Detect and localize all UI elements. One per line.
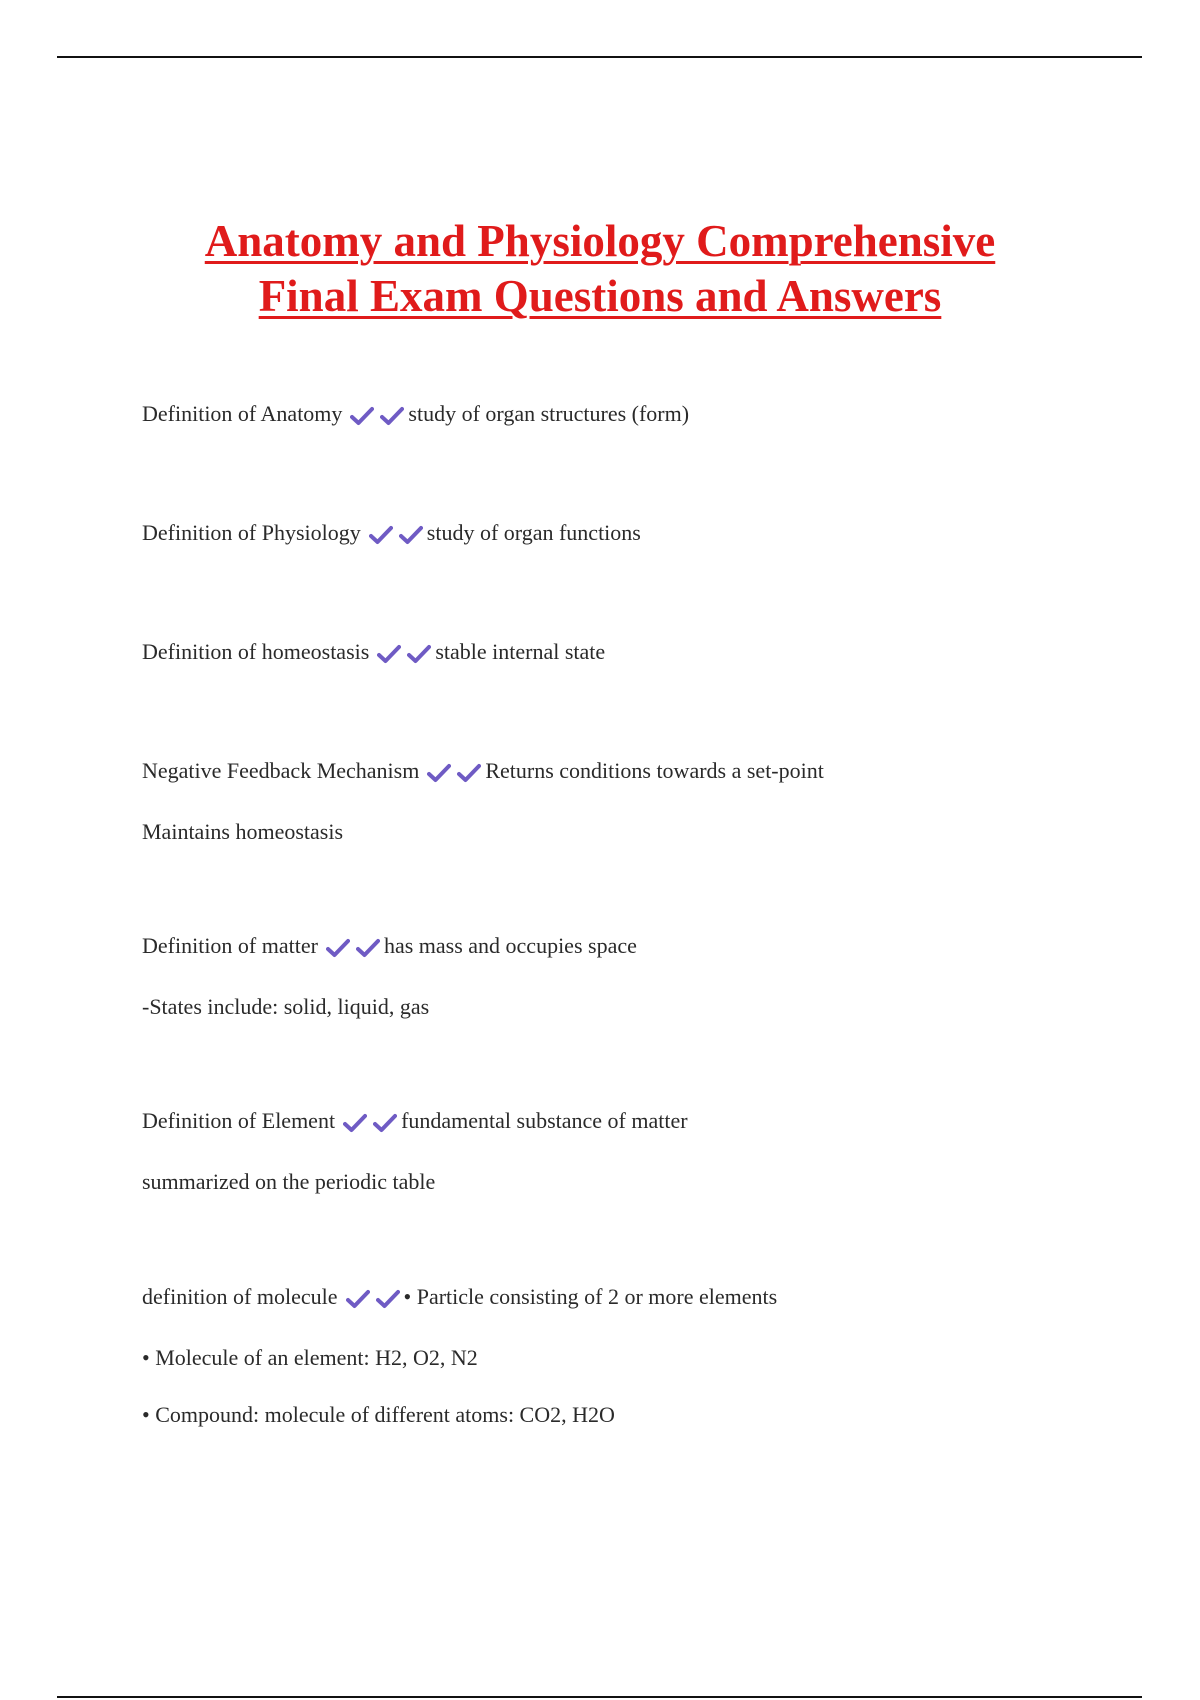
answer-text: study of organ functions <box>426 520 641 545</box>
answer-text: has mass and occupies space <box>383 933 637 958</box>
qa-item-physiology <box>142 519 1142 549</box>
double-check-icon <box>369 519 423 547</box>
answer-extra-line: • Compound: molecule of different atoms: CO2, H2O <box>142 1401 615 1427</box>
answer-text: study of organ structures (form) <box>408 401 690 426</box>
answer-extra-line: -States include: solid, liquid, gas <box>142 993 430 1019</box>
answer-text: stable internal state <box>435 639 606 664</box>
qa-item-element <box>142 1107 1142 1196</box>
question-text: Definition of homeostasis <box>142 639 370 664</box>
answer-extra-line: summarized on the periodic table <box>142 1168 436 1194</box>
qa-item-negative-feedback <box>142 757 1142 846</box>
answer-text: • Particle consisting of 2 or more elements <box>403 1284 778 1309</box>
double-check-icon <box>326 932 380 960</box>
question-text: definition of molecule <box>142 1284 338 1309</box>
qa-item-matter <box>142 932 1142 1021</box>
question-text: Definition of Element <box>142 1108 336 1133</box>
qa-item-anatomy <box>142 400 1142 430</box>
title-line-2: Final Exam Questions and Answers <box>258 271 942 321</box>
question-text: Negative Feedback Mechanism <box>142 758 420 783</box>
answer-text: fundamental substance of matter <box>401 1108 688 1133</box>
answer-text: Returns conditions towards a set-point <box>485 758 824 783</box>
page-title <box>0 214 1200 324</box>
bottom-divider <box>57 1696 1142 1698</box>
answer-extra-line: • Molecule of an element: H2, O2, N2 <box>142 1344 478 1370</box>
top-divider <box>57 56 1142 58</box>
qa-item-molecule <box>142 1283 1142 1429</box>
title-line-1: Anatomy and Physiology Comprehensive <box>204 216 996 266</box>
double-check-icon <box>346 1283 400 1311</box>
qa-item-homeostasis <box>142 638 1142 668</box>
double-check-icon <box>427 757 481 785</box>
question-text: Definition of Physiology <box>142 520 361 545</box>
double-check-icon <box>350 400 404 428</box>
double-check-icon <box>343 1107 397 1135</box>
answer-extra-line: Maintains homeostasis <box>142 818 344 844</box>
question-text: Definition of Anatomy <box>142 401 343 426</box>
double-check-icon <box>377 638 431 666</box>
question-text: Definition of matter <box>142 933 318 958</box>
